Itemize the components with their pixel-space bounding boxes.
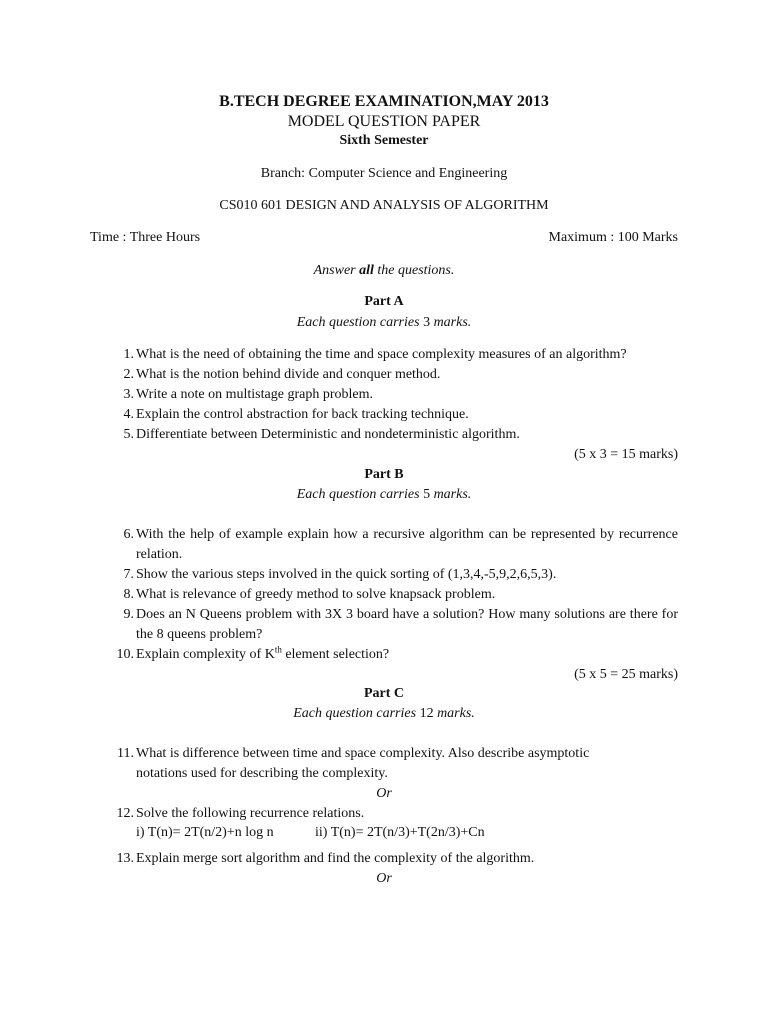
or-separator: Or xyxy=(376,786,392,801)
question-text: Differentiate between Deterministic and nondeterministic algorithm. xyxy=(136,427,520,442)
question-2 xyxy=(104,365,678,385)
question-text: Show the various steps involved in the quick sorting of (1,3,4,-5,9,2,6,5,3). xyxy=(136,567,557,582)
semester: Sixth Semester xyxy=(339,133,429,148)
question-text-post: element selection? xyxy=(281,647,390,662)
part-c-note-pre: Each question carries xyxy=(293,706,420,721)
part-b-note-pre: Each question carries xyxy=(296,487,424,502)
question-text: With the help of example explain how a recursive algorithm can be represented by recurrence relation. xyxy=(136,527,678,562)
question-text: Write a note on multistage graph problem. xyxy=(136,387,373,402)
question-number: 1. xyxy=(123,347,134,362)
part-a-note-num: 3 xyxy=(423,315,431,330)
question-text: Solve the following recurrence relations. xyxy=(136,806,365,821)
part-c-note xyxy=(0,704,768,724)
branch: Branch: Computer Science and Engineering xyxy=(260,166,508,181)
question-1 xyxy=(104,345,678,365)
question-number: 5. xyxy=(123,427,134,442)
paper-type: MODEL QUESTION PAPER xyxy=(287,113,481,130)
part-a-note-pre: Each question carries xyxy=(296,315,424,330)
question-text: Explain merge sort algorithm and find the complexity of the algorithm. xyxy=(136,851,535,866)
question-text: Does an N Queens problem with 3X 3 board have a solution? How many solutions are there for the 8 queens problem? xyxy=(136,607,678,642)
instruction xyxy=(0,261,768,281)
question-number: 9. xyxy=(123,607,134,622)
question-text-pre: Explain complexity of K xyxy=(136,647,275,662)
part-c-note-post: marks. xyxy=(433,706,475,721)
superscript: th xyxy=(274,644,282,655)
part-b-note-num: 5 xyxy=(423,487,431,502)
question-8 xyxy=(104,585,678,605)
question-text: Explain the control abstraction for back tracking technique. xyxy=(136,407,469,422)
question-13 xyxy=(104,849,678,869)
question-number: 13. xyxy=(116,851,134,866)
exam-time: Time : Three Hours xyxy=(90,230,201,245)
part-a-title: Part A xyxy=(364,294,404,309)
question-text: What is relevance of greedy method to solve knapsack problem. xyxy=(136,587,496,602)
question-number: 6. xyxy=(123,527,134,542)
question-number: 2. xyxy=(123,367,134,382)
question-7 xyxy=(104,565,678,585)
instruction-pre: Answer xyxy=(313,263,360,278)
question-text: What is difference between time and space complexity. Also describe asymptotic notations used for describing the complexity. xyxy=(136,746,590,781)
part-b-title: Part B xyxy=(364,467,404,482)
question-number: 11. xyxy=(117,746,134,761)
question-text xyxy=(136,645,678,665)
instruction-post: the questions. xyxy=(373,263,455,278)
question-12 xyxy=(104,804,678,824)
question-number: 7. xyxy=(123,567,134,582)
max-marks: Maximum : 100 Marks xyxy=(548,230,678,245)
part-b-note-post: marks. xyxy=(430,487,472,502)
part-a-note-post: marks. xyxy=(430,315,472,330)
recurrence-1: i) T(n)= 2T(n/2)+n log n xyxy=(136,825,274,840)
part-b-total: (5 x 5 = 25 marks) xyxy=(574,667,678,682)
question-text: What is the notion behind divide and conquer method. xyxy=(136,367,441,382)
question-6 xyxy=(104,525,678,565)
question-text: What is the need of obtaining the time and space complexity measures of an algorithm? xyxy=(136,347,627,362)
question-number: 8. xyxy=(123,587,134,602)
question-10 xyxy=(104,645,678,665)
or-separator: Or xyxy=(376,871,392,886)
question-5 xyxy=(104,425,678,445)
question-number: 4. xyxy=(123,407,134,422)
part-c-note-num: 12 xyxy=(419,706,434,721)
part-a-note xyxy=(0,313,768,333)
question-number: 10. xyxy=(116,647,134,662)
question-4 xyxy=(104,405,678,425)
question-number: 12. xyxy=(116,806,134,821)
question-9 xyxy=(104,605,678,645)
recurrence-2: ii) T(n)= 2T(n/3)+T(2n/3)+Cn xyxy=(315,825,485,840)
course-title: CS010 601 DESIGN AND ANALYSIS OF ALGORITHM xyxy=(219,198,549,213)
question-number: 3. xyxy=(123,387,134,402)
part-a-total: (5 x 3 = 15 marks) xyxy=(574,447,678,462)
question-11 xyxy=(104,744,678,784)
exam-title: B.TECH DEGREE EXAMINATION,MAY 2013 xyxy=(219,93,549,110)
part-c-title: Part C xyxy=(363,686,405,701)
question-3 xyxy=(104,385,678,405)
instruction-emphasis: all xyxy=(359,263,374,278)
part-b-note xyxy=(0,485,768,505)
